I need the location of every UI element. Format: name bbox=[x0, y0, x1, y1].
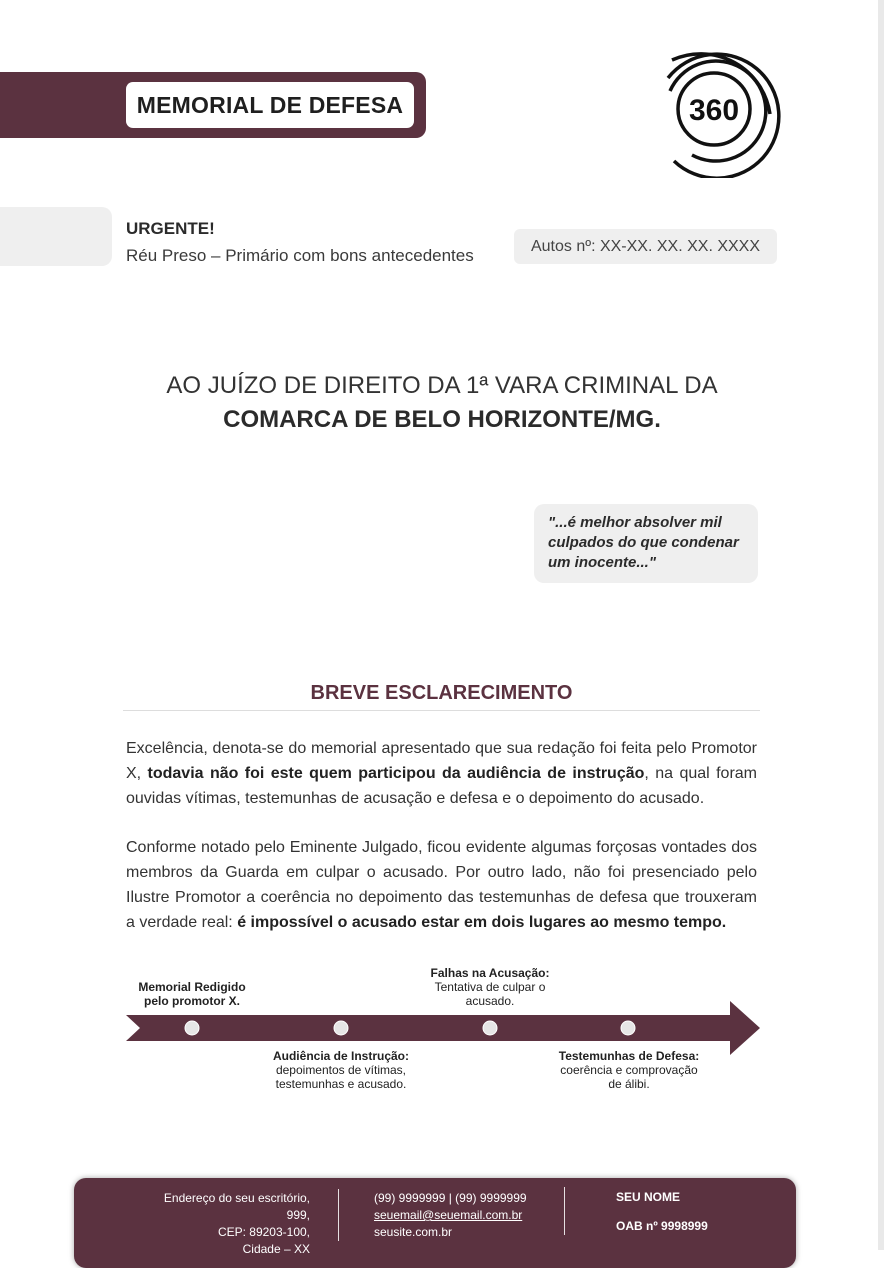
timeline-event-3-desc: Tentativa de culpar o acusado. bbox=[434, 980, 546, 1008]
footer-phones: (99) 9999999 | (99) 9999999 bbox=[374, 1191, 527, 1205]
paragraph-1-emphasis: todavia não foi este quem participou da audiência de instrução bbox=[147, 765, 645, 782]
footer-address-line-1: Endereço do seu escritório, 999, bbox=[163, 1191, 310, 1222]
section-title: BREVE ESCLARECIMENTO bbox=[310, 682, 573, 704]
logo-text: 360 bbox=[688, 94, 740, 127]
footer-name: SEU NOME bbox=[616, 1190, 681, 1204]
case-number: Autos nº: XX-XX. XX. XX. XXXX bbox=[514, 229, 777, 264]
timeline-event-2 bbox=[262, 1049, 420, 1091]
footer-oab: OAB nº 9998999 bbox=[616, 1219, 708, 1233]
court-line-2: COMARCA DE BELO HORIZONTE/MG. bbox=[223, 406, 661, 433]
timeline-event-2-title: Audiência de Instrução: bbox=[272, 1049, 410, 1063]
timeline-dot-3 bbox=[483, 1021, 497, 1035]
urgent-label: URGENTE! bbox=[126, 219, 215, 238]
footer-divider-2 bbox=[564, 1187, 565, 1235]
timeline-event-2-desc: depoimentos de vítimas, testemunhas e acusado. bbox=[275, 1063, 407, 1091]
quote-box: "...é melhor absolver mil culpados do que condenar um inocente..." bbox=[534, 504, 758, 583]
footer-address bbox=[140, 1190, 310, 1258]
timeline-event-1: Memorial Redigido pelo promotor X. bbox=[138, 980, 246, 1008]
page-edge bbox=[878, 0, 884, 1250]
footer-email-link[interactable]: seuemail@seuemail.com.br bbox=[374, 1208, 523, 1222]
footer-divider-1 bbox=[338, 1189, 339, 1241]
timeline-dot-1 bbox=[185, 1021, 199, 1035]
paragraph-2 bbox=[126, 835, 757, 935]
paragraph-1-text-a: Excelência, denota-se do memorial apresentado que sua redação foi feita pelo Promotor X, bbox=[126, 740, 757, 782]
footer-site-link[interactable]: seusite.com.br bbox=[374, 1225, 453, 1239]
timeline-event-4-desc: coerência e comprovação de álibi. bbox=[560, 1063, 698, 1091]
footer-contact bbox=[374, 1190, 527, 1241]
footer-address-line-2: CEP: 89203-100, bbox=[217, 1225, 310, 1239]
timeline-event-3-title: Falhas na Acusação: bbox=[430, 966, 550, 980]
paragraph-1-text-c: , na qual foram ouvidas vítimas, testemunhas de acusação e defesa e o depoimento do acusado. bbox=[126, 765, 757, 807]
paragraph-1 bbox=[126, 736, 757, 811]
left-tab bbox=[0, 207, 112, 266]
urgent-detail: Réu Preso – Primário com bons antecedentes bbox=[126, 246, 474, 265]
timeline-dot-2 bbox=[334, 1021, 348, 1035]
timeline-arrow-body bbox=[126, 1001, 760, 1055]
document-title: MEMORIAL DE DEFESA bbox=[126, 82, 414, 128]
timeline-event-4-title: Testemunhas de Defesa: bbox=[558, 1049, 700, 1063]
footer bbox=[74, 1178, 796, 1268]
timeline-dot-4 bbox=[621, 1021, 635, 1035]
paragraph-2-text-a: Conforme notado pelo Eminente Julgado, ficou evidente algumas forçosas vontades dos membros da Guarda em culpar o acusado. Por outro lado, não foi presenciado pelo Ilustre Promotor a coerência no depoimento das testemunhas de defesa que trouxeram a verdade real: bbox=[126, 839, 757, 931]
paragraph-2-emphasis: é impossível o acusado estar em dois lugares ao mesmo tempo. bbox=[237, 914, 727, 931]
logo-360 bbox=[660, 38, 784, 178]
section-divider bbox=[123, 710, 760, 711]
timeline-event-3 bbox=[412, 966, 568, 1008]
timeline-event-4 bbox=[556, 1049, 702, 1091]
footer-address-line-3: Cidade – XX bbox=[242, 1242, 310, 1256]
court-line-1: AO JUÍZO DE DIREITO DA 1ª VARA CRIMINAL DA bbox=[166, 372, 718, 399]
